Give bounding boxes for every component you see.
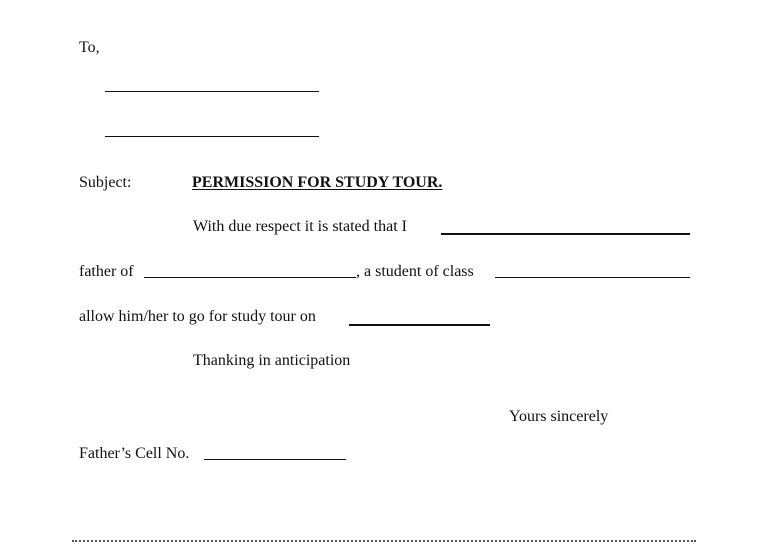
father-of-label: father of	[79, 263, 134, 280]
closing-text: Yours sincerely	[509, 408, 609, 425]
cell-number-blank[interactable]	[204, 459, 346, 460]
father-name-blank[interactable]	[441, 233, 690, 235]
subject-label: Subject:	[79, 174, 132, 191]
cell-number-label: Father’s Cell No.	[79, 445, 190, 462]
thanking-text: Thanking in anticipation	[193, 352, 351, 369]
recipient-line-2[interactable]	[105, 136, 319, 137]
cut-line	[72, 540, 696, 542]
respect-statement: With due respect it is stated that I	[193, 218, 407, 235]
subject-title: PERMISSION FOR STUDY TOUR.	[192, 174, 443, 191]
student-of-class-label: , a student of class	[356, 263, 474, 280]
tour-date-blank[interactable]	[349, 324, 490, 326]
study-tour-statement: allow him/her to go for study tour on	[79, 308, 316, 325]
recipient-line-1[interactable]	[105, 91, 319, 92]
salutation: To,	[79, 39, 100, 56]
class-blank[interactable]	[495, 277, 690, 278]
student-name-blank[interactable]	[144, 277, 356, 278]
